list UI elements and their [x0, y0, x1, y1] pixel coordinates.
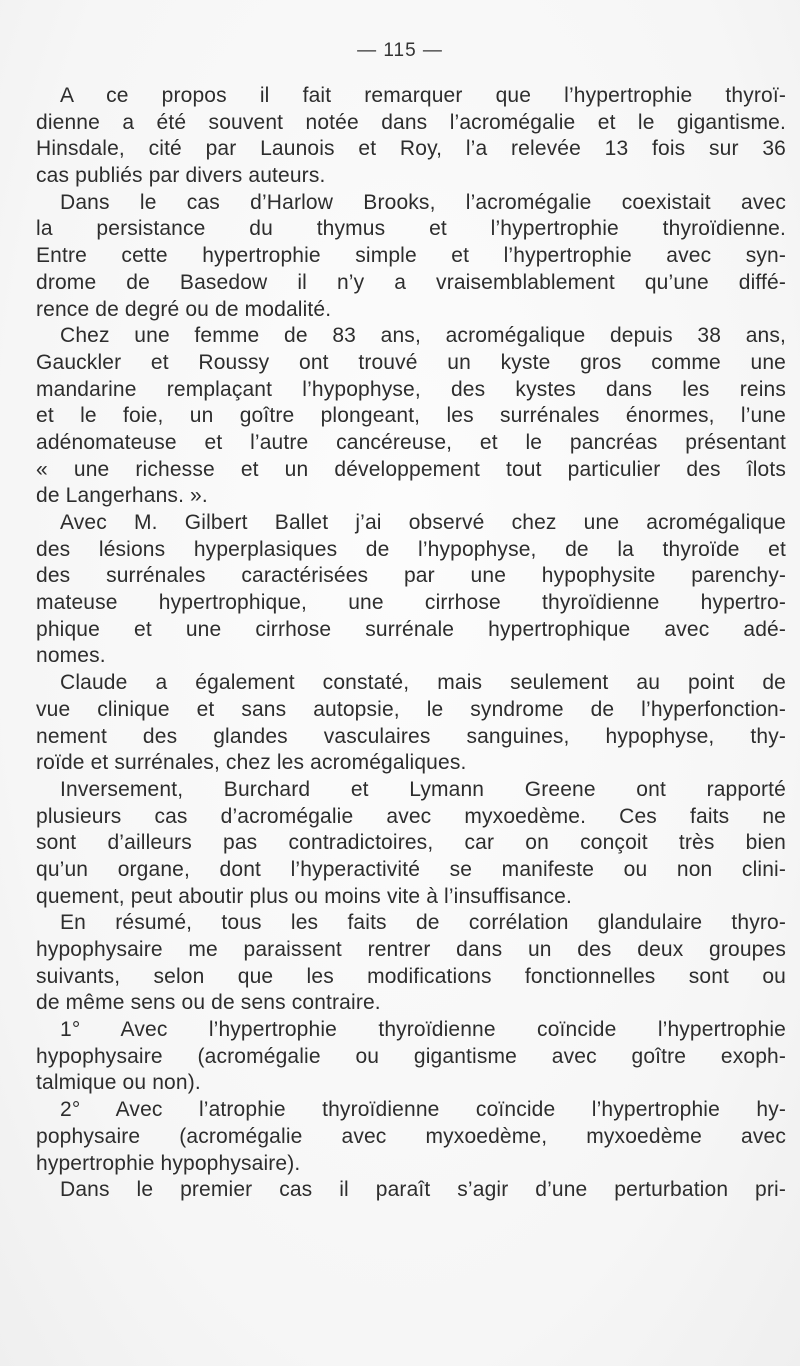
text-line: des surrénales caractérisées par une hypophysite parenchy- [36, 564, 786, 588]
text-line: Dans le premier cas il paraît s’agir d’une perturbation pri- [60, 1178, 786, 1202]
text-line: hypophysaire (acromégalie ou gigantisme avec goître exoph- [36, 1044, 786, 1068]
text-line: mateuse hypertrophique, une cirrhose thyroïdienne hypertro- [36, 591, 786, 615]
text-line: nomes. [36, 644, 106, 668]
text-line: dienne a été souvent notée dans l’acromégalie et le gigantisme. [36, 110, 786, 134]
text-line: suivants, selon que les modifications fonctionnelles sont ou [36, 964, 786, 988]
text-line: sont d’ailleurs pas contradictoires, car on conçoit très bien [36, 831, 786, 855]
text-line: talmique ou non). [36, 1071, 201, 1095]
text-line: 1° Avec l’hypertrophie thyroïdienne coïncide l’hypertrophie [60, 1018, 786, 1042]
text-line: Dans le cas d’Harlow Brooks, l’acromégalie coexistait avec [60, 190, 786, 214]
text-line: de Langerhans. ». [36, 484, 208, 508]
text-line: et le foie, un goître plongeant, les surrénales énormes, l’une [36, 404, 786, 428]
text-line: Chez une femme de 83 ans, acromégalique depuis 38 ans, [60, 324, 786, 348]
text-line: Entre cette hypertrophie simple et l’hypertrophie avec syn- [36, 244, 786, 268]
text-line: plusieurs cas d’acromégalie avec myxoedème. Ces faits ne [36, 804, 786, 828]
text-line: des lésions hyperplasiques de l’hypophyse, de la thyroïde et [36, 537, 786, 561]
text-line: rence de degré ou de modalité. [36, 297, 332, 321]
text-line: roïde et surrénales, chez les acromégaliques. [36, 751, 467, 775]
text-line: la persistance du thymus et l’hypertrophie thyroïdienne. [36, 217, 786, 241]
text-line: adénomateuse et l’autre cancéreuse, et le pancréas présentant [36, 430, 786, 454]
text-line: cas publiés par divers auteurs. [36, 164, 326, 188]
text-line: 2° Avec l’atrophie thyroïdienne coïncide l’hypertrophie hy- [60, 1098, 786, 1122]
text-line: phique et une cirrhose surrénale hypertrophique avec adé- [36, 617, 786, 641]
text-line: qu’un organe, dont l’hyperactivité se manifeste ou non clini- [36, 857, 786, 881]
text-line: hypophysaire me paraissent rentrer dans un des deux groupes [36, 938, 786, 961]
page-body-text [36, 83, 786, 1204]
text-line: quement, peut aboutir plus ou moins vite à l’insuffisance. [36, 884, 572, 908]
text-line: « une richesse et un développement tout particulier des îlots [36, 457, 786, 481]
text-line: En résumé, tous les faits de corrélation glandulaire thyro- [60, 911, 786, 935]
text-line: Avec M. Gilbert Ballet j’ai observé chez une acromégalique [60, 511, 786, 534]
text-line: pophysaire (acromégalie avec myxoedème, myxoedème avec [36, 1124, 786, 1148]
text-line: Hinsdale, cité par Launois et Roy, l’a relevée 13 fois sur 36 [36, 137, 786, 161]
page-number: — 115 — [357, 40, 443, 61]
text-line: A ce propos il fait remarquer que l’hypertrophie thyroï- [60, 84, 786, 107]
text-line: mandarine remplaçant l’hypophyse, des kystes dans les reins [36, 377, 786, 401]
text-line: Claude a également constaté, mais seulement au point de [60, 671, 786, 695]
text-line: Inversement, Burchard et Lymann Greene ont rapporté [60, 777, 786, 801]
text-line: drome de Basedow il n’y a vraisemblablement qu’une diffé- [36, 270, 786, 294]
text-line: de même sens ou de sens contraire. [36, 991, 381, 1015]
text-line: nement des glandes vasculaires sanguines, hypophyse, thy- [36, 724, 786, 748]
text-line: vue clinique et sans autopsie, le syndrome de l’hyperfonction- [36, 697, 786, 721]
text-line: Gauckler et Roussy ont trouvé un kyste gros comme une [36, 350, 786, 374]
text-line: hypertrophie hypophysaire). [36, 1151, 301, 1175]
